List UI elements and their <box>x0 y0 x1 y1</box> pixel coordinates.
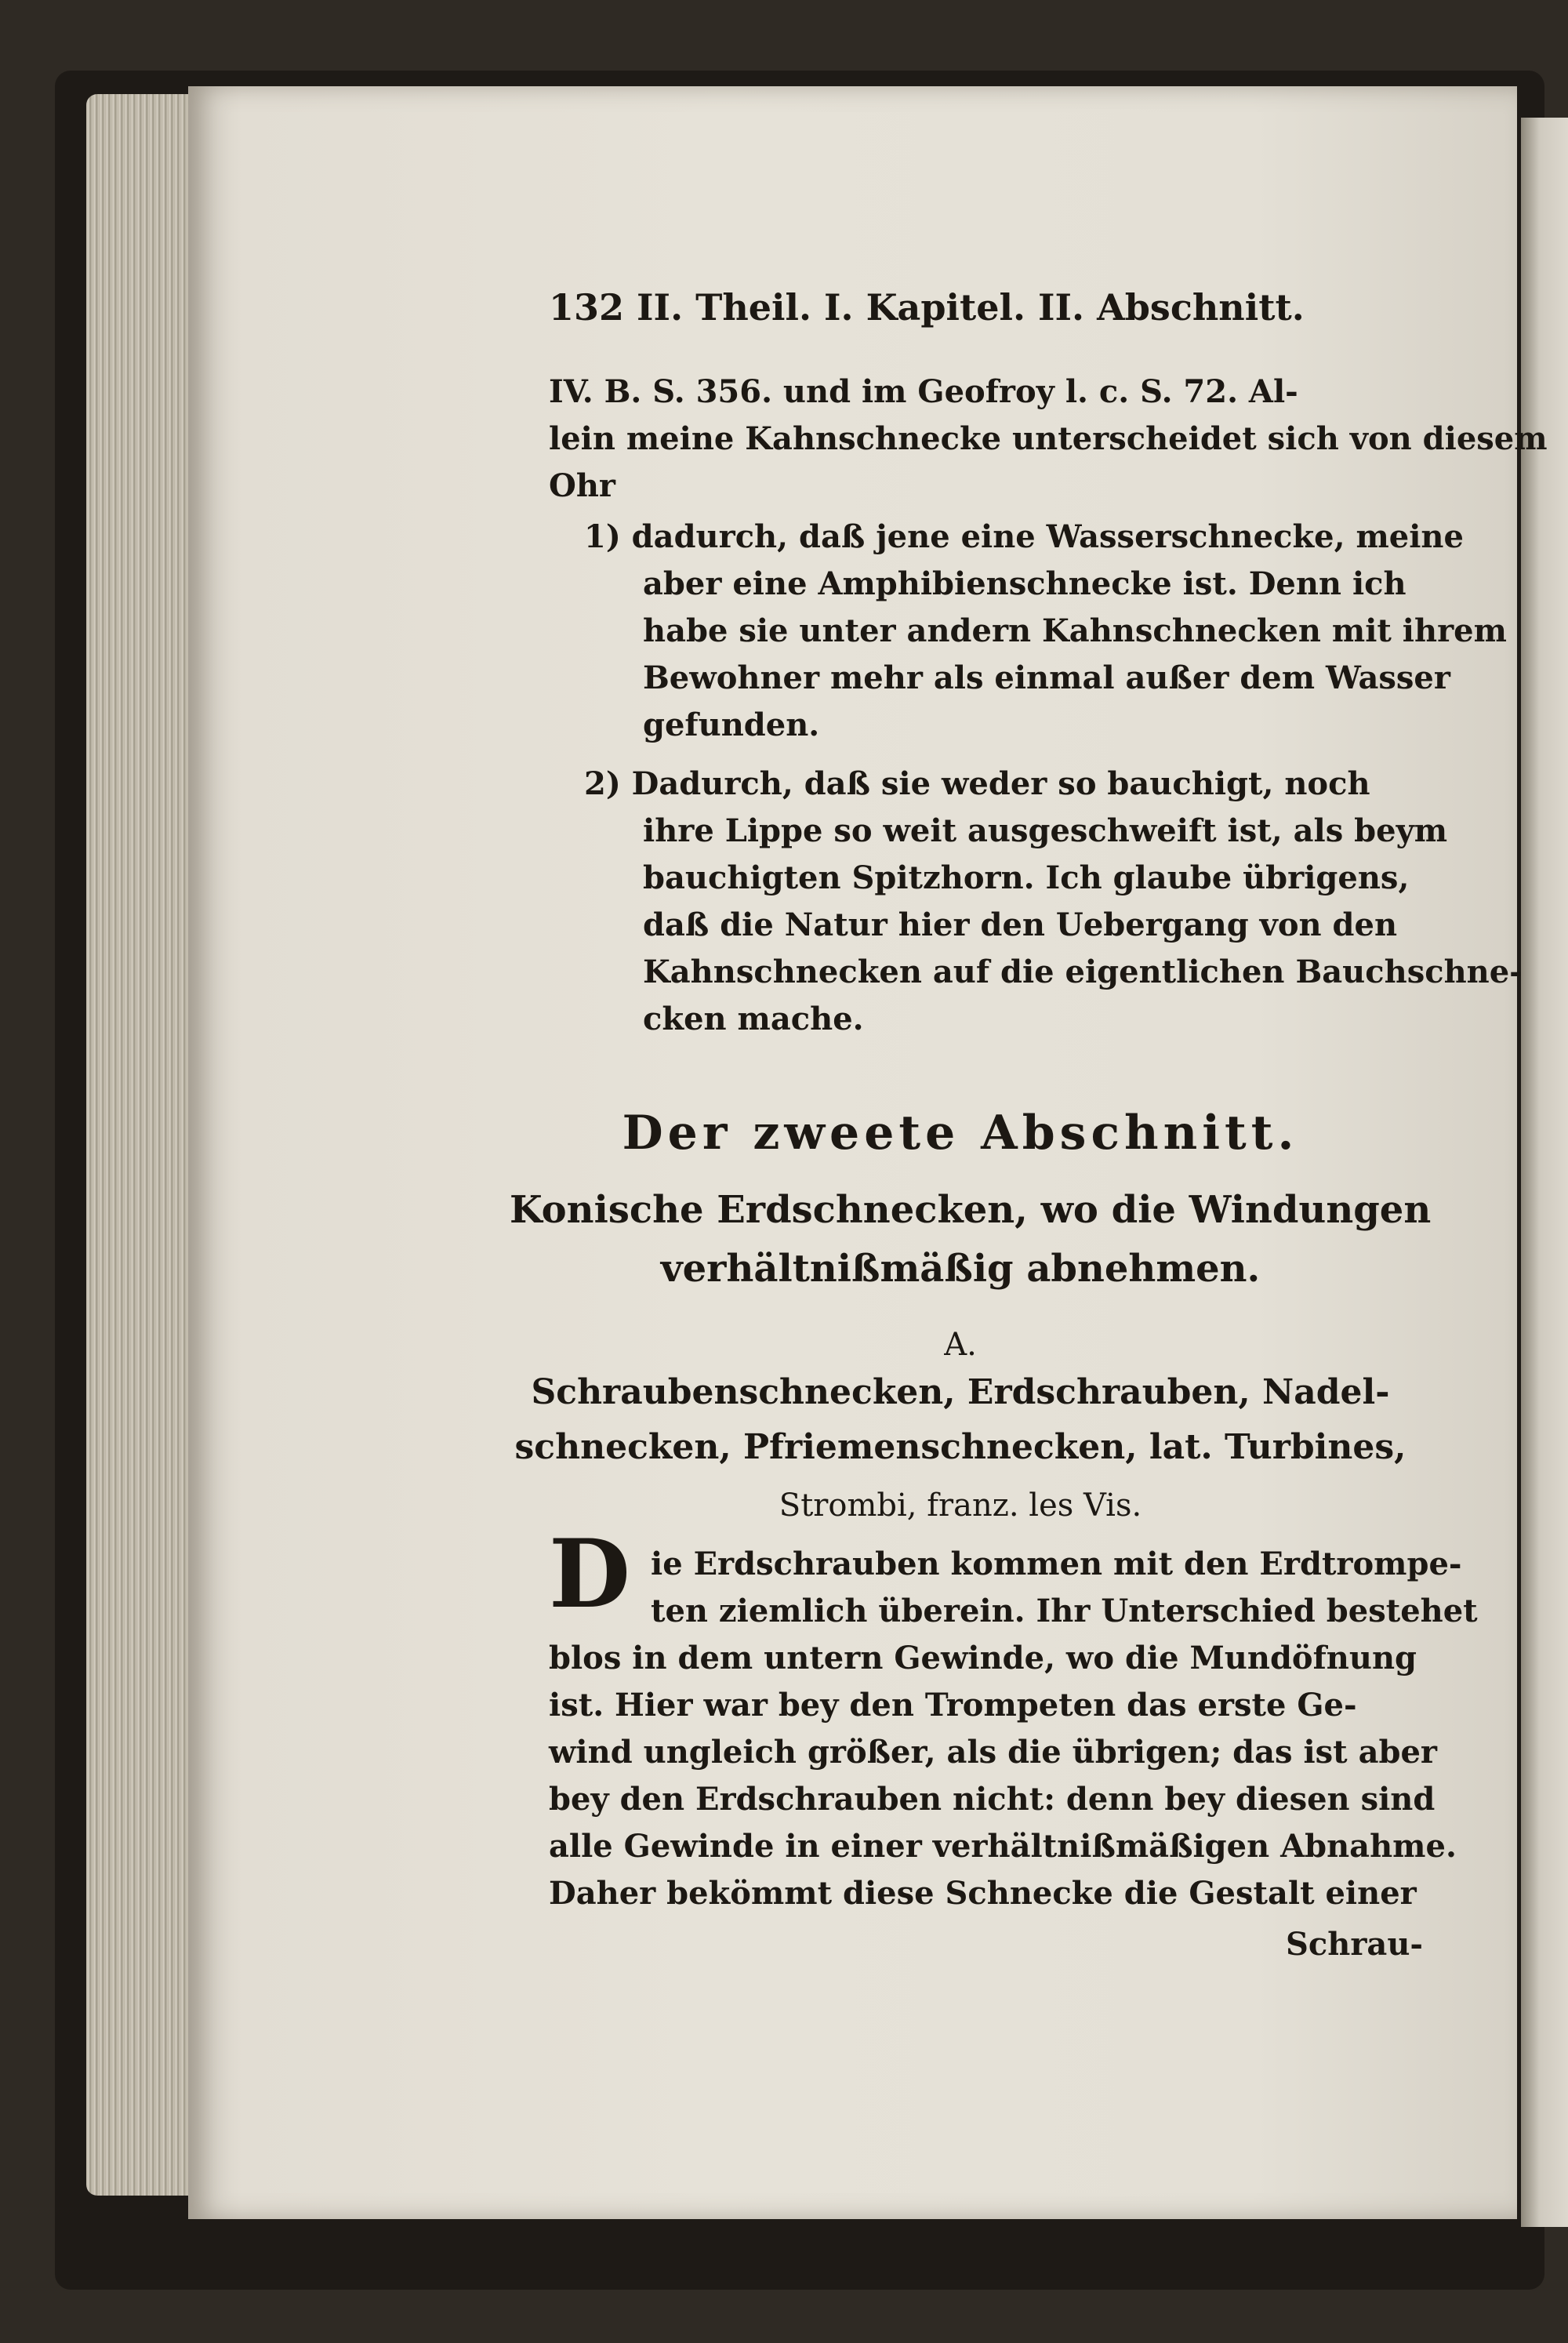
text-line: ist. Hier war bey den Trompeten das erste Ge- <box>549 1687 1357 1724</box>
text-line: bauchigten Spitzhorn. Ich glaube übrigens, <box>643 859 1410 896</box>
text-line: wind ungleich größer, als die übrigen; das ist aber <box>549 1734 1437 1771</box>
text-line: ihre Lippe so weit ausgeschweift ist, als beym <box>643 812 1448 849</box>
drop-cap: D <box>549 1519 631 1629</box>
running-head: 132 II. Theil. I. Kapitel. II. Abschnitt. <box>549 286 1305 329</box>
text-line: Schrau- <box>1286 1926 1423 1963</box>
text-line: gefunden. <box>643 707 820 743</box>
text-line: IV. B. S. 356. und im Geofroy l. c. S. 72. Al- <box>549 373 1298 410</box>
text-line: cken mache. <box>643 1001 864 1037</box>
subsection-title-line: Strombi, franz. les Vis. <box>779 1488 1142 1524</box>
text-line: blos in dem untern Gewinde, wo die Mundöfnung <box>549 1640 1417 1676</box>
text-line: 1) dadurch, daß jene eine Wasserschnecke, meine <box>584 518 1464 555</box>
text-line: alle Gewinde in einer verhältnißmäßigen Abnahme. <box>549 1828 1457 1865</box>
book-page <box>188 86 1548 2219</box>
subsection-title-line: schnecken, Pfriemenschnecken, lat. Turbines, <box>514 1427 1406 1467</box>
text-line: Daher bekömmt diese Schnecke die Gestalt einer <box>549 1875 1417 1912</box>
text-line: Bewohner mehr als einmal außer dem Wasser <box>643 659 1450 696</box>
subsection-letter: A. <box>944 1327 977 1363</box>
subsection-title-line: Schraubenschnecken, Erdschrauben, Nadel- <box>531 1372 1390 1412</box>
text-line: ten ziemlich überein. Ihr Unterschied bestehet <box>651 1593 1478 1629</box>
text-line: Kahnschnecken auf die eigentlichen Bauchschne- <box>643 954 1523 990</box>
text-line: Ohr <box>549 467 615 504</box>
section-title: Der zweete Abschnitt. <box>622 1106 1299 1161</box>
section-subtitle-line: verhältnißmäßig abnehmen. <box>660 1247 1261 1291</box>
text-line: lein meine Kahnschnecke unterscheidet sich von diesem <box>549 420 1548 457</box>
text-line: ie Erdschrauben kommen mit den Erdtrompe- <box>651 1546 1462 1582</box>
text-line: daß die Natur hier den Uebergang von den <box>643 906 1398 943</box>
text-line: aber eine Amphibienschnecke ist. Denn ich <box>643 565 1406 602</box>
text-line: bey den Erdschrauben nicht: denn bey diesen sind <box>549 1781 1436 1818</box>
text-line: 2) Dadurch, daß sie weder so bauchigt, noch <box>584 765 1370 802</box>
section-subtitle-line: Konische Erdschnecken, wo die Windungen <box>510 1188 1432 1232</box>
text-line: habe sie unter andern Kahnschnecken mit ihrem <box>643 612 1507 649</box>
